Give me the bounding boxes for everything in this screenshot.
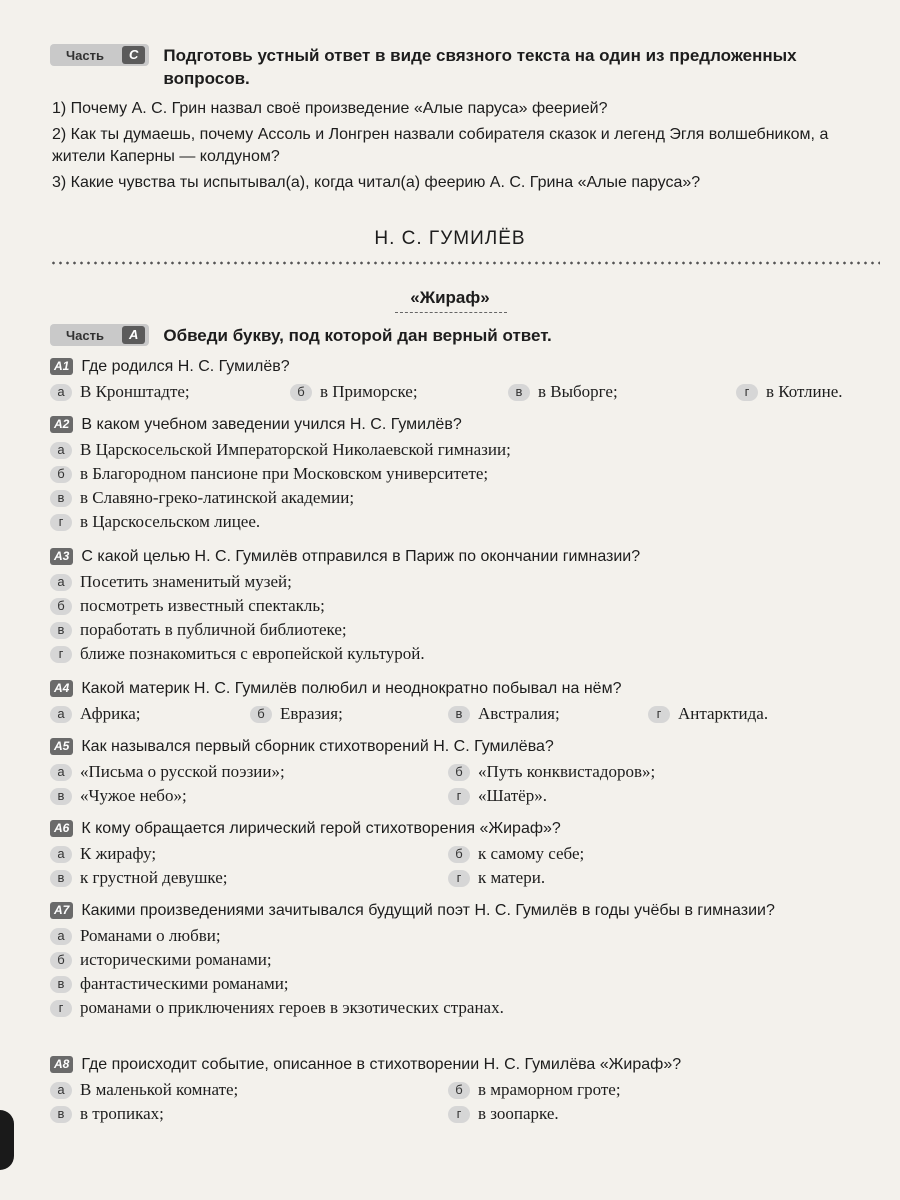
- option-text: Евразия;: [280, 704, 343, 723]
- option-text: к матери.: [478, 868, 546, 887]
- question-text: Где происходит событие, описанное в стихотворении Н. С. Гумилёва «Жираф»?: [81, 1056, 682, 1073]
- option-text: В маленькой комнате;: [80, 1080, 239, 1099]
- option-letter[interactable]: а: [50, 846, 72, 863]
- option-text: Романами о любви;: [80, 926, 221, 945]
- option-letter[interactable]: б: [448, 764, 470, 781]
- author-title: Н. С. ГУМИЛЁВ: [374, 228, 526, 249]
- answer-option[interactable]: [448, 1078, 621, 1102]
- option-letter[interactable]: г: [50, 514, 72, 531]
- question-a7: [50, 900, 880, 1020]
- question-number: А7: [50, 902, 73, 919]
- option-text: в Славяно-греко-латинской академии;: [80, 488, 355, 507]
- question-a8: [50, 1054, 880, 1126]
- option-text: «Чужое небо»;: [80, 786, 187, 805]
- part-letter: С: [122, 46, 145, 64]
- option-text: в зоопарке.: [478, 1104, 559, 1123]
- dotted-divider: [50, 260, 880, 266]
- part-c-header: [50, 44, 870, 90]
- option-letter[interactable]: б: [448, 846, 470, 863]
- option-letter[interactable]: г: [50, 1000, 72, 1017]
- question-number: А6: [50, 820, 73, 837]
- answer-option[interactable]: [50, 866, 448, 890]
- answer-option[interactable]: [448, 760, 655, 784]
- answer-option[interactable]: [50, 570, 880, 594]
- question-a5: [50, 736, 880, 808]
- option-text: к самому себе;: [478, 844, 585, 863]
- answer-option[interactable]: [448, 842, 584, 866]
- option-letter[interactable]: б: [290, 384, 312, 401]
- answer-option[interactable]: [448, 1102, 559, 1126]
- option-text: «Шатёр».: [478, 786, 547, 805]
- option-text: Африка;: [80, 704, 141, 723]
- question-text: Как назывался первый сборник стихотворений Н. С. Гумилёва?: [81, 738, 554, 755]
- answer-option[interactable]: [50, 486, 880, 510]
- answer-option[interactable]: [736, 380, 843, 404]
- option-letter[interactable]: г: [448, 870, 470, 887]
- question-text: С какой целью Н. С. Гумилёв отправился в Париж по окончании гимназии?: [81, 548, 641, 565]
- answer-option[interactable]: [250, 702, 448, 726]
- option-letter[interactable]: б: [50, 598, 72, 615]
- part-a-badge: [50, 324, 149, 346]
- question-number: А5: [50, 738, 73, 755]
- answer-option[interactable]: [648, 702, 768, 726]
- part-c-badge: [50, 44, 149, 66]
- answer-option[interactable]: [50, 842, 448, 866]
- option-text: в тропиках;: [80, 1104, 164, 1123]
- answer-option[interactable]: [50, 996, 880, 1020]
- part-a-header: [50, 324, 870, 347]
- question-number: А8: [50, 1056, 73, 1073]
- answer-option[interactable]: [50, 642, 880, 666]
- option-letter[interactable]: г: [648, 706, 670, 723]
- option-text: Австралия;: [478, 704, 560, 723]
- answer-option[interactable]: [50, 510, 880, 534]
- option-letter[interactable]: в: [448, 706, 470, 723]
- answer-option[interactable]: [50, 462, 880, 486]
- question-a2: [50, 414, 880, 534]
- option-letter[interactable]: г: [448, 788, 470, 805]
- part-c-instruction: Подготовь устный ответ в виде связного текста на один из предложенных вопросов.: [163, 46, 797, 88]
- option-letter[interactable]: а: [50, 706, 72, 723]
- option-text: В Кронштадте;: [80, 382, 190, 401]
- answer-option[interactable]: [50, 1078, 448, 1102]
- option-text: историческими романами;: [80, 950, 272, 969]
- option-text: В Царскосельской Императорской Николаевской гимназии;: [80, 440, 511, 459]
- work-title: «Жираф»: [410, 288, 490, 307]
- answer-option[interactable]: [50, 702, 250, 726]
- part-c-question: 3) Какие чувства ты испытывал(а), когда читал(а) феерию А. С. Грина «Алые паруса»?: [52, 174, 701, 191]
- option-text: ближе познакомиться с европейской культурой.: [80, 644, 425, 663]
- answer-option[interactable]: [448, 784, 547, 808]
- part-c-question: 1) Почему А. С. Грин назвал своё произведение «Алые паруса» феерией?: [52, 100, 608, 117]
- part-c-questions: [52, 98, 852, 198]
- option-text: Посетить знаменитый музей;: [80, 572, 292, 591]
- option-letter[interactable]: в: [508, 384, 530, 401]
- option-letter[interactable]: б: [448, 1082, 470, 1099]
- option-letter[interactable]: в: [50, 870, 72, 887]
- option-letter[interactable]: г: [448, 1106, 470, 1123]
- question-text: Какой материк Н. С. Гумилёв полюбил и неоднократно побывал на нём?: [81, 680, 622, 697]
- part-a-instruction: Обведи букву, под которой дан верный ответ.: [163, 326, 552, 345]
- option-letter[interactable]: а: [50, 1082, 72, 1099]
- part-c-question: 2) Как ты думаешь, почему Ассоль и Лонгрен назвали собирателя сказок и легенд Эгля волшебником, а жители Каперны — колдуном?: [52, 126, 829, 165]
- answer-option[interactable]: [50, 594, 880, 618]
- answer-option[interactable]: [50, 380, 290, 404]
- question-text: К кому обращается лирический герой стихотворения «Жираф»?: [81, 820, 561, 837]
- answer-option[interactable]: [508, 380, 736, 404]
- option-letter[interactable]: а: [50, 574, 72, 591]
- answer-option[interactable]: [290, 380, 508, 404]
- option-letter[interactable]: в: [50, 976, 72, 993]
- question-a3: [50, 546, 880, 666]
- option-letter[interactable]: в: [50, 490, 72, 507]
- answer-option[interactable]: [50, 760, 448, 784]
- answer-option[interactable]: [50, 618, 880, 642]
- page-edge-shadow: [0, 1110, 14, 1170]
- option-letter[interactable]: а: [50, 928, 72, 945]
- option-letter[interactable]: а: [50, 384, 72, 401]
- answer-option[interactable]: [50, 948, 880, 972]
- question-text: Какими произведениями зачитывался будущий поэт Н. С. Гумилёв в годы учёбы в гимназии?: [81, 902, 775, 919]
- answer-option[interactable]: [448, 866, 545, 890]
- option-text: в Приморске;: [320, 382, 418, 401]
- option-letter[interactable]: б: [50, 466, 72, 483]
- option-text: в мраморном гроте;: [478, 1080, 621, 1099]
- option-text: «Письма о русской поэзии»;: [80, 762, 285, 781]
- title-underline: [395, 312, 507, 313]
- option-text: «Путь конквистадоров»;: [478, 762, 656, 781]
- part-label: Часть: [66, 47, 104, 63]
- answer-option[interactable]: [448, 702, 648, 726]
- option-text: романами о приключениях героев в экзотических странах.: [80, 998, 504, 1017]
- option-letter[interactable]: г: [50, 646, 72, 663]
- option-text: К жирафу;: [80, 844, 157, 863]
- option-letter[interactable]: в: [50, 1106, 72, 1123]
- question-a4: [50, 678, 880, 726]
- option-text: в Царскосельском лицее.: [80, 512, 261, 531]
- part-letter: А: [122, 326, 145, 344]
- option-letter[interactable]: а: [50, 442, 72, 459]
- option-letter[interactable]: б: [250, 706, 272, 723]
- question-text: В каком учебном заведении учился Н. С. Гумилёв?: [81, 416, 462, 433]
- question-a1: [50, 356, 880, 404]
- answer-option[interactable]: [50, 784, 448, 808]
- option-text: фантастическими романами;: [80, 974, 289, 993]
- question-a6: [50, 818, 880, 890]
- option-letter[interactable]: в: [50, 788, 72, 805]
- option-text: Антарктида.: [678, 704, 769, 723]
- option-text: в Выборге;: [538, 382, 618, 401]
- option-text: поработать в публичной библиотеке;: [80, 620, 347, 639]
- option-letter[interactable]: г: [736, 384, 758, 401]
- answer-option[interactable]: [50, 924, 880, 948]
- option-letter[interactable]: в: [50, 622, 72, 639]
- answer-option[interactable]: [50, 438, 880, 462]
- answer-option[interactable]: [50, 972, 880, 996]
- question-number: А1: [50, 358, 73, 375]
- question-number: А4: [50, 680, 73, 697]
- question-number: А3: [50, 548, 73, 565]
- option-letter[interactable]: а: [50, 764, 72, 781]
- part-label: Часть: [66, 327, 104, 343]
- question-number: А2: [50, 416, 73, 433]
- option-text: в Благородном пансионе при Московском университете;: [80, 464, 489, 483]
- option-text: к грустной девушке;: [80, 868, 228, 887]
- option-text: посмотреть известный спектакль;: [80, 596, 325, 615]
- question-text: Где родился Н. С. Гумилёв?: [81, 358, 290, 375]
- answer-option[interactable]: [50, 1102, 448, 1126]
- option-text: в Котлине.: [766, 382, 843, 401]
- option-letter[interactable]: б: [50, 952, 72, 969]
